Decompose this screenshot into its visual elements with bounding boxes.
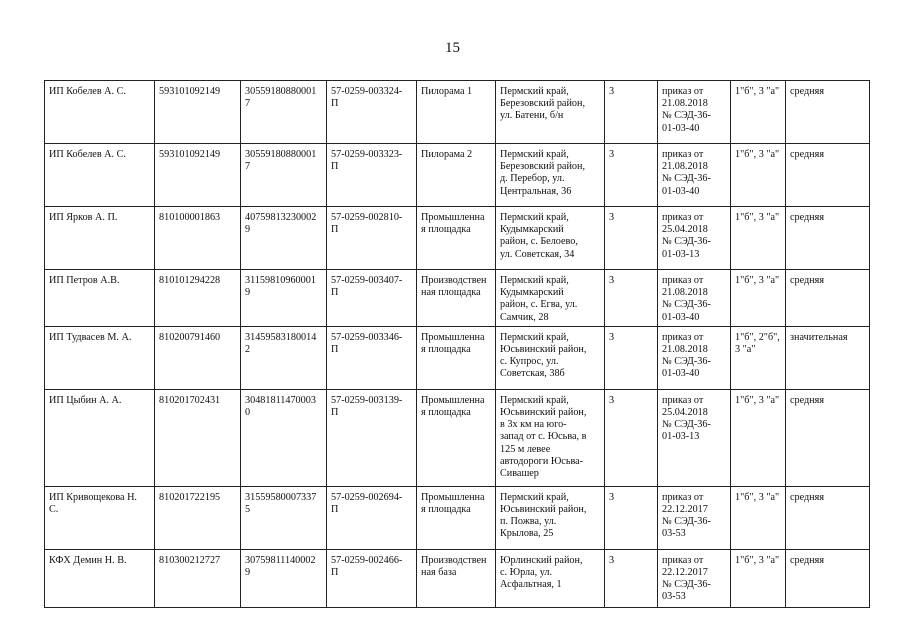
cell-object: Пилорама 1 (417, 81, 496, 144)
cell-code: 57-0259-002466- П (327, 549, 417, 607)
cell-name: ИП Кривощекова Н. С. (45, 486, 155, 549)
table-row (45, 389, 870, 486)
cell-inn: 593101092149 (155, 144, 241, 207)
cell-criteria: 1"б", 3 "а" (731, 486, 786, 549)
cell-category: 3 (605, 389, 658, 486)
cell-criteria: 1"б", 2"б", 3 "а" (731, 326, 786, 389)
cell-order: приказ от 25.04.2018 № СЭД-36- 01-03-13 (658, 389, 731, 486)
table-row (45, 486, 870, 549)
cell-ogrn: 30559180880001 7 (241, 81, 327, 144)
cell-category: 3 (605, 207, 658, 270)
cell-level: средняя (786, 207, 870, 270)
cell-inn: 810101294228 (155, 270, 241, 327)
cell-level: средняя (786, 81, 870, 144)
cell-criteria: 1"б", 3 "а" (731, 389, 786, 486)
cell-code: 57-0259-003139- П (327, 389, 417, 486)
cell-name: ИП Петров А.В. (45, 270, 155, 327)
cell-code: 57-0259-003323- П (327, 144, 417, 207)
cell-level: значительная (786, 326, 870, 389)
cell-name: ИП Кобелев А. С. (45, 81, 155, 144)
cell-inn: 810300212727 (155, 549, 241, 607)
cell-level: средняя (786, 549, 870, 607)
cell-address: Пермский край, Юсьвинский район, п. Пожва, ул. Крылова, 25 (496, 486, 605, 549)
cell-code: 57-0259-002810- П (327, 207, 417, 270)
cell-level: средняя (786, 486, 870, 549)
cell-address: Юрлинский район, с. Юрла, ул. Асфальтная, 1 (496, 549, 605, 607)
cell-criteria: 1"б", 3 "а" (731, 144, 786, 207)
cell-ogrn: 40759813230002 9 (241, 207, 327, 270)
cell-category: 3 (605, 270, 658, 327)
page-number: 15 (445, 40, 460, 56)
cell-order: приказ от 21.08.2018 № СЭД-36- 01-03-40 (658, 270, 731, 327)
cell-ogrn: 31159810960001 9 (241, 270, 327, 327)
table-row (45, 81, 870, 144)
table-row (45, 326, 870, 389)
cell-ogrn: 31559580007337 5 (241, 486, 327, 549)
cell-order: приказ от 22.12.2017 № СЭД-36- 03-53 (658, 486, 731, 549)
cell-category: 3 (605, 549, 658, 607)
table-row (45, 207, 870, 270)
cell-name: ИП Цыбин А. А. (45, 389, 155, 486)
table-row (45, 270, 870, 327)
cell-code: 57-0259-002694- П (327, 486, 417, 549)
cell-address: Пермский край, Кудымкарский район, с. Белоево, ул. Советская, 34 (496, 207, 605, 270)
cell-address: Пермский край, Березовский район, д. Перебор, ул. Центральная, 36 (496, 144, 605, 207)
cell-criteria: 1"б", 3 "а" (731, 549, 786, 607)
cell-level: средняя (786, 144, 870, 207)
cell-order: приказ от 25.04.2018 № СЭД-36- 01-03-13 (658, 207, 731, 270)
cell-object: Пилорама 2 (417, 144, 496, 207)
cell-address: Пермский край, Юсьвинский район, в 3х км на юго- запад от с. Юсьва, в 125 м левее автодороги Юсьва- Сивашер (496, 389, 605, 486)
cell-code: 57-0259-003407- П (327, 270, 417, 327)
cell-address: Пермский край, Березовский район, ул. Батени, б/н (496, 81, 605, 144)
cell-level: средняя (786, 270, 870, 327)
cell-category: 3 (605, 486, 658, 549)
cell-inn: 593101092149 (155, 81, 241, 144)
cell-name: ИП Тудвасев М. А. (45, 326, 155, 389)
cell-object: Промышленна я площадка (417, 326, 496, 389)
cell-object: Производствен ная площадка (417, 270, 496, 327)
cell-order: приказ от 21.08.2018 № СЭД-36- 01-03-40 (658, 144, 731, 207)
cell-category: 3 (605, 326, 658, 389)
cell-inn: 810200791460 (155, 326, 241, 389)
cell-object: Производствен ная база (417, 549, 496, 607)
cell-name: ИП Ярков А. П. (45, 207, 155, 270)
cell-criteria: 1"б", 3 "а" (731, 270, 786, 327)
registry-table (44, 80, 870, 608)
cell-criteria: 1"б", 3 "а" (731, 81, 786, 144)
cell-object: Промышленна я площадка (417, 207, 496, 270)
cell-category: 3 (605, 144, 658, 207)
cell-order: приказ от 21.08.2018 № СЭД-36- 01-03-40 (658, 326, 731, 389)
cell-category: 3 (605, 81, 658, 144)
cell-code: 57-0259-003346- П (327, 326, 417, 389)
cell-address: Пермский край, Юсьвинский район, с. Купрос, ул. Советская, 38б (496, 326, 605, 389)
cell-order: приказ от 21.08.2018 № СЭД-36- 01-03-40 (658, 81, 731, 144)
table-row (45, 549, 870, 607)
registry-body (45, 81, 870, 608)
cell-object: Промышленна я площадка (417, 486, 496, 549)
cell-ogrn: 30559180880001 7 (241, 144, 327, 207)
cell-name: ИП Кобелев А. С. (45, 144, 155, 207)
cell-name: КФХ Демин Н. В. (45, 549, 155, 607)
table-row (45, 144, 870, 207)
cell-criteria: 1"б", 3 "а" (731, 207, 786, 270)
cell-address: Пермский край, Кудымкарский район, с. Егва, ул. Самчик, 28 (496, 270, 605, 327)
cell-inn: 810100001863 (155, 207, 241, 270)
cell-order: приказ от 22.12.2017 № СЭД-36- 03-53 (658, 549, 731, 607)
cell-level: средняя (786, 389, 870, 486)
cell-inn: 810201702431 (155, 389, 241, 486)
cell-code: 57-0259-003324- П (327, 81, 417, 144)
cell-object: Промышленна я площадка (417, 389, 496, 486)
cell-ogrn: 31459583180014 2 (241, 326, 327, 389)
cell-ogrn: 30481811470003 0 (241, 389, 327, 486)
cell-inn: 810201722195 (155, 486, 241, 549)
cell-ogrn: 30759811140002 9 (241, 549, 327, 607)
